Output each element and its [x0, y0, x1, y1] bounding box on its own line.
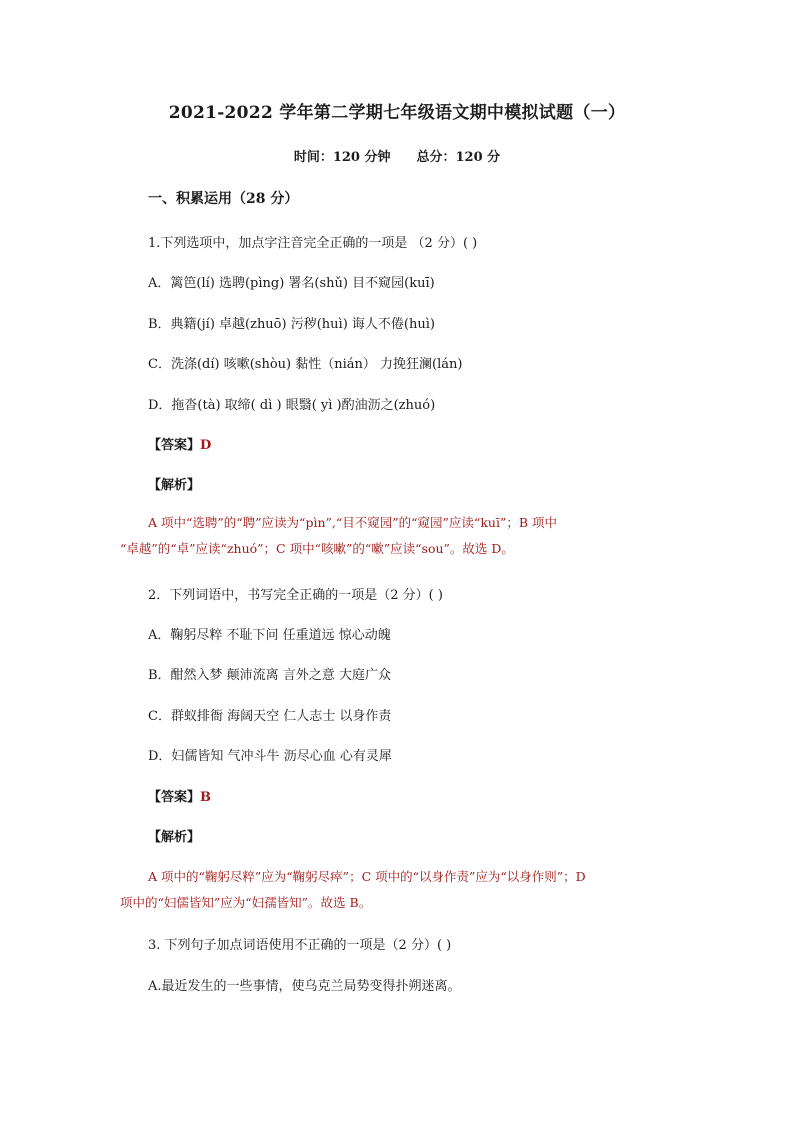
q2-answer	[148, 786, 211, 805]
q2-stem: 2．下列词语中，书写完全正确的一项是（2 分）( )	[148, 588, 443, 603]
q1-option-b: B．典籍(jí) 卓越(zhuō) 污秽(huì) 诲人不倦(huì)	[148, 317, 435, 332]
exam-info	[0, 146, 794, 165]
q2-option-c: C．群蚁排衙 海阔天空 仁人志士 以身作责	[148, 709, 392, 724]
analysis-line: “卓越”的“卓”应读“zhuó”；C 项中“咳嗽”的“嗽”应读“sou”。故选 D。	[120, 541, 514, 556]
q2-analysis	[120, 864, 680, 916]
q1-analysis-tag	[148, 474, 200, 493]
analysis-tag: 【解析】	[148, 478, 201, 493]
exam-score: 总分：120 分	[416, 150, 501, 165]
analysis-tag: 【解析】	[148, 830, 201, 845]
q2-option-a: A．鞠躬尽粹 不耻下问 任重道远 惊心动魄	[148, 628, 391, 643]
q1-analysis	[120, 510, 680, 562]
answer-value: D	[200, 438, 212, 453]
analysis-line: 项中的“妇儒皆知”应为“妇孺皆知”。故选 B。	[120, 895, 372, 910]
q3-stem: 3. 下列句子加点词语使用不正确的一项是（2 分）( )	[148, 938, 452, 953]
exam-time: 时间：120 分钟	[293, 150, 391, 165]
answer-value: B	[200, 790, 212, 805]
analysis-line: A 项中的“鞠躬尽粹”应为“鞠躬尽瘁”；C 项中的“以身作责”应为“以身作则”；D	[148, 869, 586, 884]
q1-option-c: C．洗涤(dí) 咳嗽(shòu) 黏性（nián） 力挽狂澜(lán)	[148, 357, 463, 372]
q1-answer	[148, 434, 211, 453]
answer-tag: 【答案】	[148, 438, 201, 453]
q2-analysis-tag	[148, 826, 200, 845]
q3-option-a: A.最近发生的一些事情，使乌克兰局势变得扑朔迷离。	[148, 979, 461, 994]
q1-stem: 1.下列选项中，加点字注音完全正确的一项是 （2 分）( )	[148, 236, 478, 251]
answer-tag: 【答案】	[148, 790, 201, 805]
page-title: 2021-2022 学年第二学期七年级语文期中模拟试题（一）	[168, 103, 626, 123]
q2-option-d: D．妇儒皆知 气冲斗牛 沥尽心血 心有灵犀	[148, 749, 392, 764]
section-heading: 一、积累运用（28 分）	[148, 191, 299, 207]
q1-option-d: D．拖沓(tà) 取缔( dì ) 眼翳( yì )酌油沥之(zhuó)	[148, 398, 436, 413]
q1-option-a: A．篱笆(lí) 选聘(pìng) 署名(shǔ) 目不窥园(kuī)	[148, 276, 435, 291]
analysis-line: A 项中“选聘”的“聘”应读为“pìn”,“目不窥园”的“窥园”应读“kuī”；B 项中	[148, 515, 557, 530]
q2-option-b: B．酣然入梦 颠沛流离 言外之意 大庭广众	[148, 668, 391, 683]
